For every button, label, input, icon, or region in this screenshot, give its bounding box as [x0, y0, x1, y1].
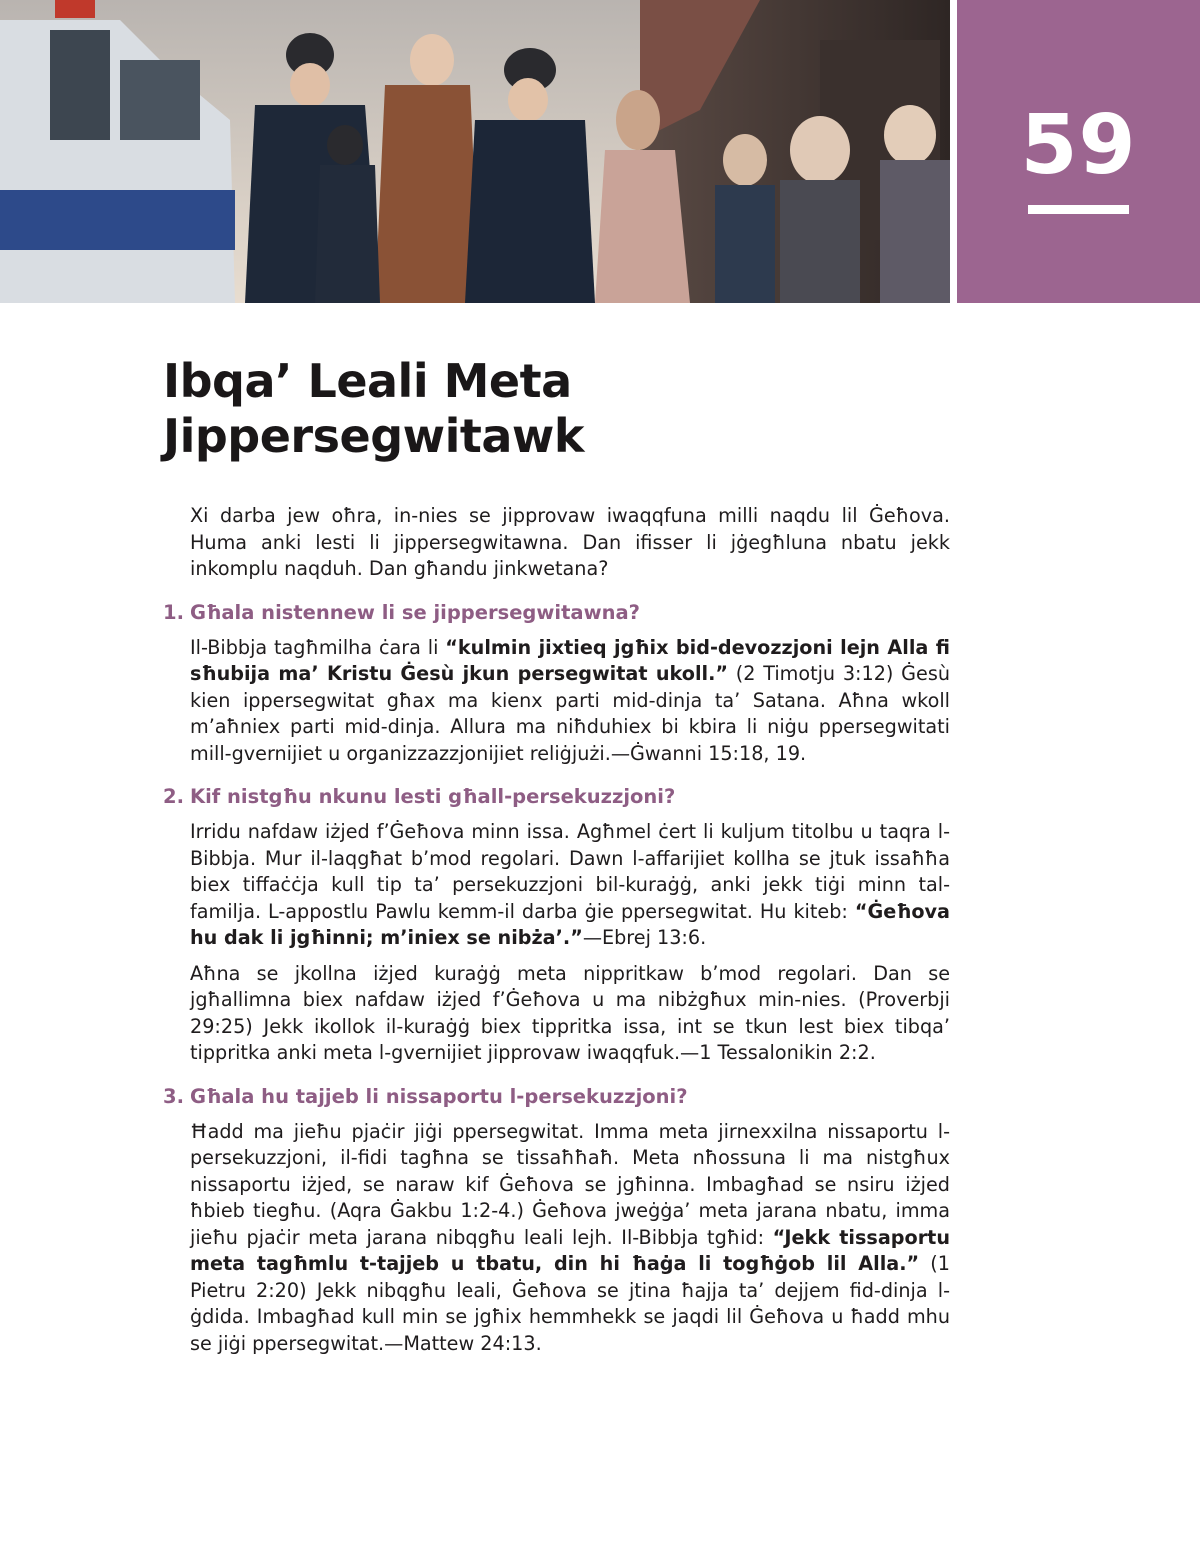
section-1-scripture-quote: “kulmin jixtieq jgħix bid-devozzjoni lejn Alla fi sħubija ma’ Kristu Ġesù jkun persegwitat ukoll.”: [190, 635, 951, 685]
section-1-paragraph: [190, 635, 950, 768]
section-3-paragraph: [190, 1119, 950, 1358]
section-2-number: 2.: [163, 785, 184, 808]
page-title: [163, 354, 943, 464]
section-2-question: [163, 784, 950, 810]
hero-photo: [0, 0, 950, 303]
section-3-question: [163, 1084, 950, 1110]
section-2-paragraph-1: [190, 819, 950, 952]
section-1-question: [163, 600, 950, 626]
lesson-number-underline: [1028, 205, 1129, 214]
section-3-number: 3.: [163, 1084, 184, 1108]
section-1-text-post: (2 Timotju 3:12) Ġesù kien ippersegwitat għax ma kienx parti mid-dinja ta’ Satana. Aħna wkoll m’aħniex parti mid-dinja. Allura ma niħduhiex bi kbira li niġu ppersegwitati mill-gvernijiet u organizzazzjonijiet reliġjużi.—Ġwanni 15:18, 19.: [190, 662, 950, 765]
lesson-number: 59: [1020, 98, 1137, 193]
section-1-number: 1.: [163, 600, 184, 624]
section-1-text-pre: Il-Bibbja tagħmilha ċara li: [190, 635, 446, 659]
section-3-text-post: (1 Pietru 2:20) Jekk nibqgħu leali, Ġeħova se jtina ħajja ta’ dejjem fid-dinja l-ġdida. Imbagħad kull min se jgħix hemmhekk se jaqdi lil Ġeħova u ħadd mhu se jiġi ppersegwitat.—Mattew 24:13.: [190, 1252, 950, 1355]
section-3-scripture-quote: “Jekk tissaportu meta tagħmlu t-tajjeb u tbatu, din hi ħaġa li togħġob lil Alla.”: [190, 1225, 950, 1275]
section-2-question-text: Kif nistgħu nkunu lesti għall-persekuzzjoni?: [189, 785, 676, 808]
section-2-text-pre: Irridu nafdaw iżjed f’Ġeħova minn issa. Agħmel ċert li kuljum titolbu u taqra l-Bibbja. Mur il-laqgħat b’mod regolari. Dawn l-affarijiet kollha se jtuk issaħħa biex tiffaċċja kull tip ta’ persekuzzjoni bil-kuraġġ, anki jekk tiġi minn tal-familja. L-appostlu Pawlu kemm-il darba ġie ppersegwitat. Hu kiteb:: [190, 820, 950, 923]
lesson-content: [163, 503, 950, 1366]
intro-paragraph: Xi darba jew oħra, in-nies se jipprovaw iwaqqfuna milli naqdu lil Ġeħova. Huma anki lesti li jippersegwitawna. Dan ifisser li jġegħluna nbatu jekk inkomplu naqduh. Dan għandu jinkwetana?: [190, 504, 950, 580]
lesson-number-box: [957, 0, 1200, 303]
section-1-question-text: Għala nistennew li se jippersegwitawna?: [189, 600, 640, 624]
section-3-text-pre: Ħadd ma jieħu pjaċir jiġi ppersegwitat. Imma meta jirnexxilna nissaportu l-persekuzzjoni, il-fidi tagħna se tissaħħaħ. Meta nħossuna li ma nistgħux nissaportu iżjed, se naraw kif Ġeħova se jgħinna. Imbagħad se nsiru iżjed ħbieb tiegħu. (Aqra Ġakbu 1:2-4.) Ġeħova jweġġa’ meta jarana nbatu, imma jieħu pjaċir meta jarana nibqgħu leali lejh. Il-Bibbja tgħid:: [190, 1119, 950, 1249]
page-title-line-1: Ibqa’ Leali Meta: [163, 354, 572, 408]
section-2-scripture-quote: “Ġeħova hu dak li jgħinni; m’iniex se nibża’.”: [190, 899, 950, 949]
section-2-paragraph-2: Aħna se jkollna iżjed kuraġġ meta nippritkaw b’mod regolari. Dan se jgħallimna biex nafdaw iżjed f’Ġeħova u ma nibżgħux min-nies. (Proverbji 29:25) Jekk ikollok il-kuraġġ biex tippritka issa, int se tkun lest biex tibqa’ tippritka anki meta l-gvernijiet jipprovaw iwaqqfuk.—1 Tessalonikin 2:2.: [190, 961, 950, 1064]
section-3-question-text: Għala hu tajjeb li nissaportu l-persekuzzjoni?: [189, 1084, 688, 1108]
page-title-line-2: Jippersegwitawk: [163, 409, 585, 463]
section-2-text-post: —Ebrej 13:6.: [582, 926, 707, 949]
